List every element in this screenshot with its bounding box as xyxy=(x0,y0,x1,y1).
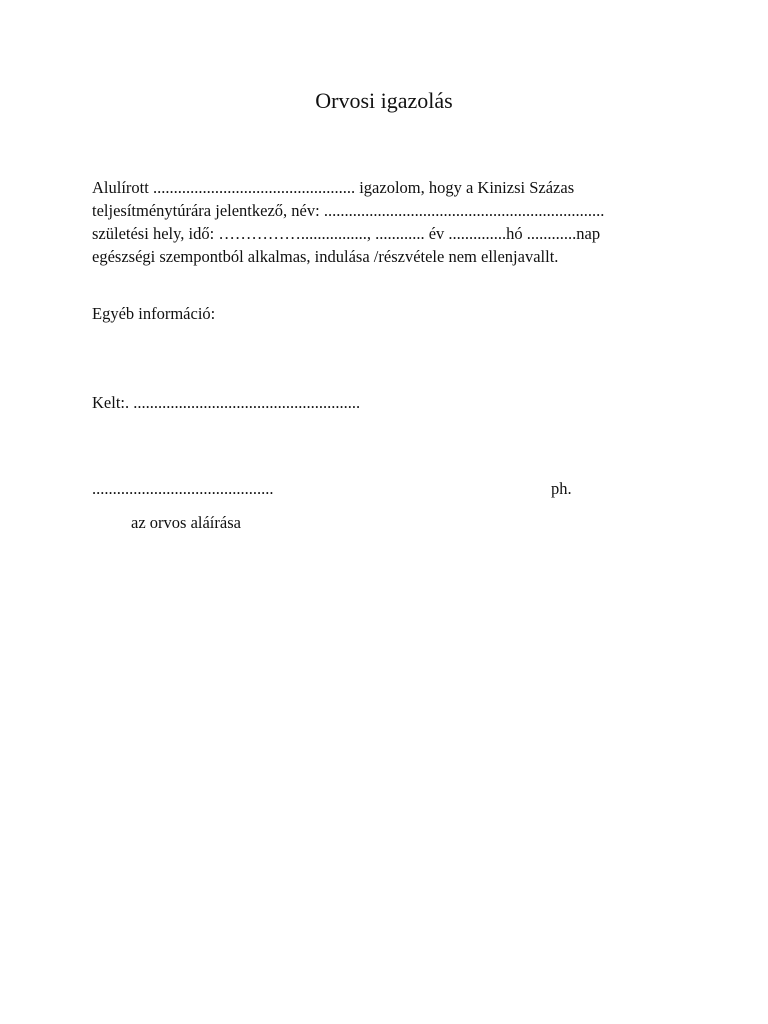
certificate-paragraph xyxy=(92,176,692,268)
stamp-label: ph. xyxy=(551,479,572,498)
other-info-label: Egyéb információ: xyxy=(92,304,216,323)
paragraph-line: egészségi szempontból alkalmas, indulása /részvétele nem ellenjavallt. xyxy=(92,247,559,266)
signature-label: az orvos aláírása xyxy=(131,513,241,532)
paragraph-line: teljesítménytúrára jelentkező, név: .................................................................... xyxy=(92,201,605,220)
paragraph-line: születési hely, idő: ……………................, ............ év ..............hó ............nap xyxy=(92,224,601,243)
paragraph-line: Alulírott ................................................. igazolom, hogy a Kinizsi Százas xyxy=(92,178,575,197)
signature-line: ............................................ xyxy=(92,479,274,498)
document-title: Orvosi igazolás xyxy=(315,88,453,113)
date-line: Kelt:. ....................................................... xyxy=(92,393,361,412)
